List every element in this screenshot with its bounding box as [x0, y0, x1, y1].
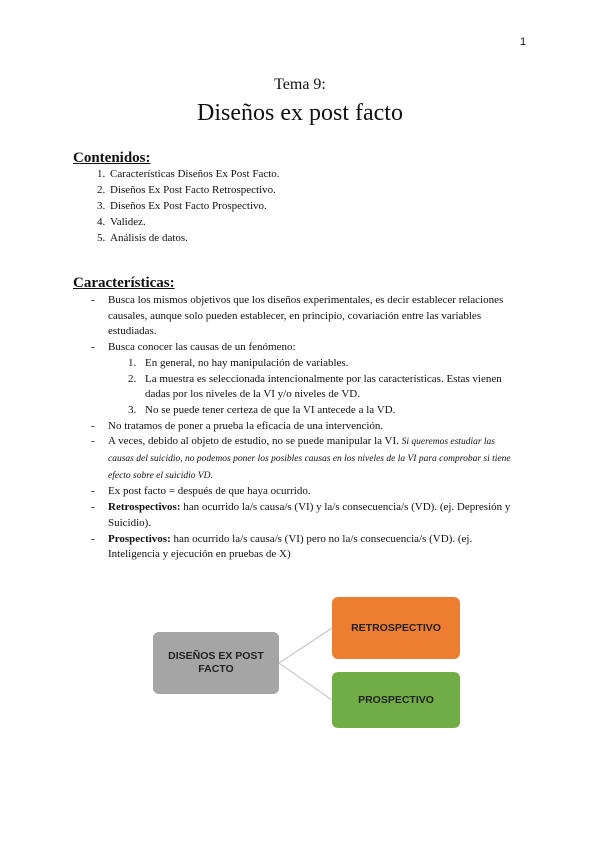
- sub-text: No se puede tener certeza de que la VI antecede a la VD.: [145, 403, 396, 416]
- bullet-text: Busca conocer las causas de un fenómeno:: [108, 341, 296, 354]
- list-item: - A veces, debido al objeto de estudio, no se puede manipular la VI. Si queremos estudiar las causas del suicidio, no podemos poner los posibles causas en los niveles de la VI para comprobar si tiene efecto sobre el suicidio VD.: [91, 435, 511, 481]
- bullet-text: han ocurrido la/s causa/s (VI) pero no la/s consecuencia/s (VD). (ej. Inteligencia y ejecución en pruebas de X): [108, 532, 473, 561]
- caracteristicas-heading: Características:: [73, 275, 175, 291]
- caracteristicas-list: [0, 293, 600, 563]
- list-item: - Ex post facto = después de que haya ocurrido.: [91, 485, 311, 498]
- italic-example: Si queremos estudiar las causas del suicidio, no podemos poner los posibles causas en los niveles de la VI para comprobar si tiene efecto sobre el suicidio VD.: [108, 437, 511, 481]
- contenidos-heading: Contenidos:: [73, 150, 151, 166]
- bullet-text: Ex post facto = después de que haya ocurrido.: [108, 485, 311, 498]
- list-item: 2. Diseños Ex Post Facto Retrospectivo.: [108, 182, 280, 198]
- bullet-text: A veces, debido al objeto de estudio, no se puede manipular la VI.: [108, 435, 399, 448]
- bullet-text: han ocurrido la/s causa/s (VI) y la/s consecuencia/s (VD). (ej. Depresión y Suicidio).: [108, 501, 511, 529]
- bold-label: Retrospectivos:: [108, 501, 181, 514]
- diagram-retro-box: RETROSPECTIVO: [332, 597, 460, 659]
- list-item: 4. Validez.: [108, 214, 280, 230]
- sub-text: En general, no hay manipulación de variables.: [145, 356, 349, 369]
- list-item: - No tratamos de poner a prueba la eficacia de una intervención.: [91, 419, 384, 432]
- diagram: [0, 590, 600, 740]
- bullet-text: Busca los mismos objetivos que los diseños experimentales, es decir establecer relaciones causales, aunque solo pueden establecer, en principio, covariación entre las variables estudiadas.: [108, 294, 504, 338]
- page-number: 1: [520, 36, 527, 48]
- list-item: - Busca conocer las causas de un fenómeno:: [91, 341, 296, 354]
- list-item: - Prospectivos: han ocurrido la/s causa/s (VI) pero no la/s consecuencia/s (VD). (ej. Inteligencia y ejecución en pruebas de X): [91, 532, 473, 561]
- list-item: - Busca los mismos objetivos que los diseños experimentales, es decir establecer relaciones causales, aunque solo pueden establecer, en principio, covariación entre las variables estudiadas.: [91, 294, 504, 338]
- diagram-pros-box: PROSPECTIVO: [332, 672, 460, 728]
- sub-list-item: 1. En general, no hay manipulación de variables.: [128, 356, 349, 369]
- connector-line-retro: [279, 628, 332, 663]
- bullet-text: No tratamos de poner a prueba la eficacia de una intervención.: [108, 419, 384, 432]
- bold-label: Prospectivos:: [108, 532, 171, 545]
- page-title: Diseños ex post facto: [197, 100, 403, 126]
- list-item: - Retrospectivos: han ocurrido la/s causa/s (VI) y la/s consecuencia/s (VD). (ej. Depresión y Suicidio).: [91, 501, 511, 529]
- connector-lines: [0, 590, 600, 740]
- sub-text: La muestra es seleccionada intencionalmente por las características. Estas vienen dadas por los niveles de la VI y/o niveles de VD.: [145, 372, 502, 401]
- diagram-main-box: DISEÑOS EX POST FACTO: [153, 632, 279, 694]
- contenidos-list: [0, 166, 280, 246]
- list-item: 5. Análisis de datos.: [108, 230, 280, 246]
- list-item: 1. Características Diseños Ex Post Facto.: [108, 166, 280, 182]
- sub-list-item: 2. La muestra es seleccionada intencionalmente por las características. Estas vienen dadas por los niveles de la VI y/o niveles de VD.: [128, 372, 502, 401]
- tema-label: Tema 9:: [274, 76, 326, 93]
- sub-list-item: 3. No se puede tener certeza de que la VI antecede a la VD.: [128, 403, 396, 416]
- list-item: 3. Diseños Ex Post Facto Prospectivo.: [108, 198, 280, 214]
- connector-line-pros: [279, 663, 332, 700]
